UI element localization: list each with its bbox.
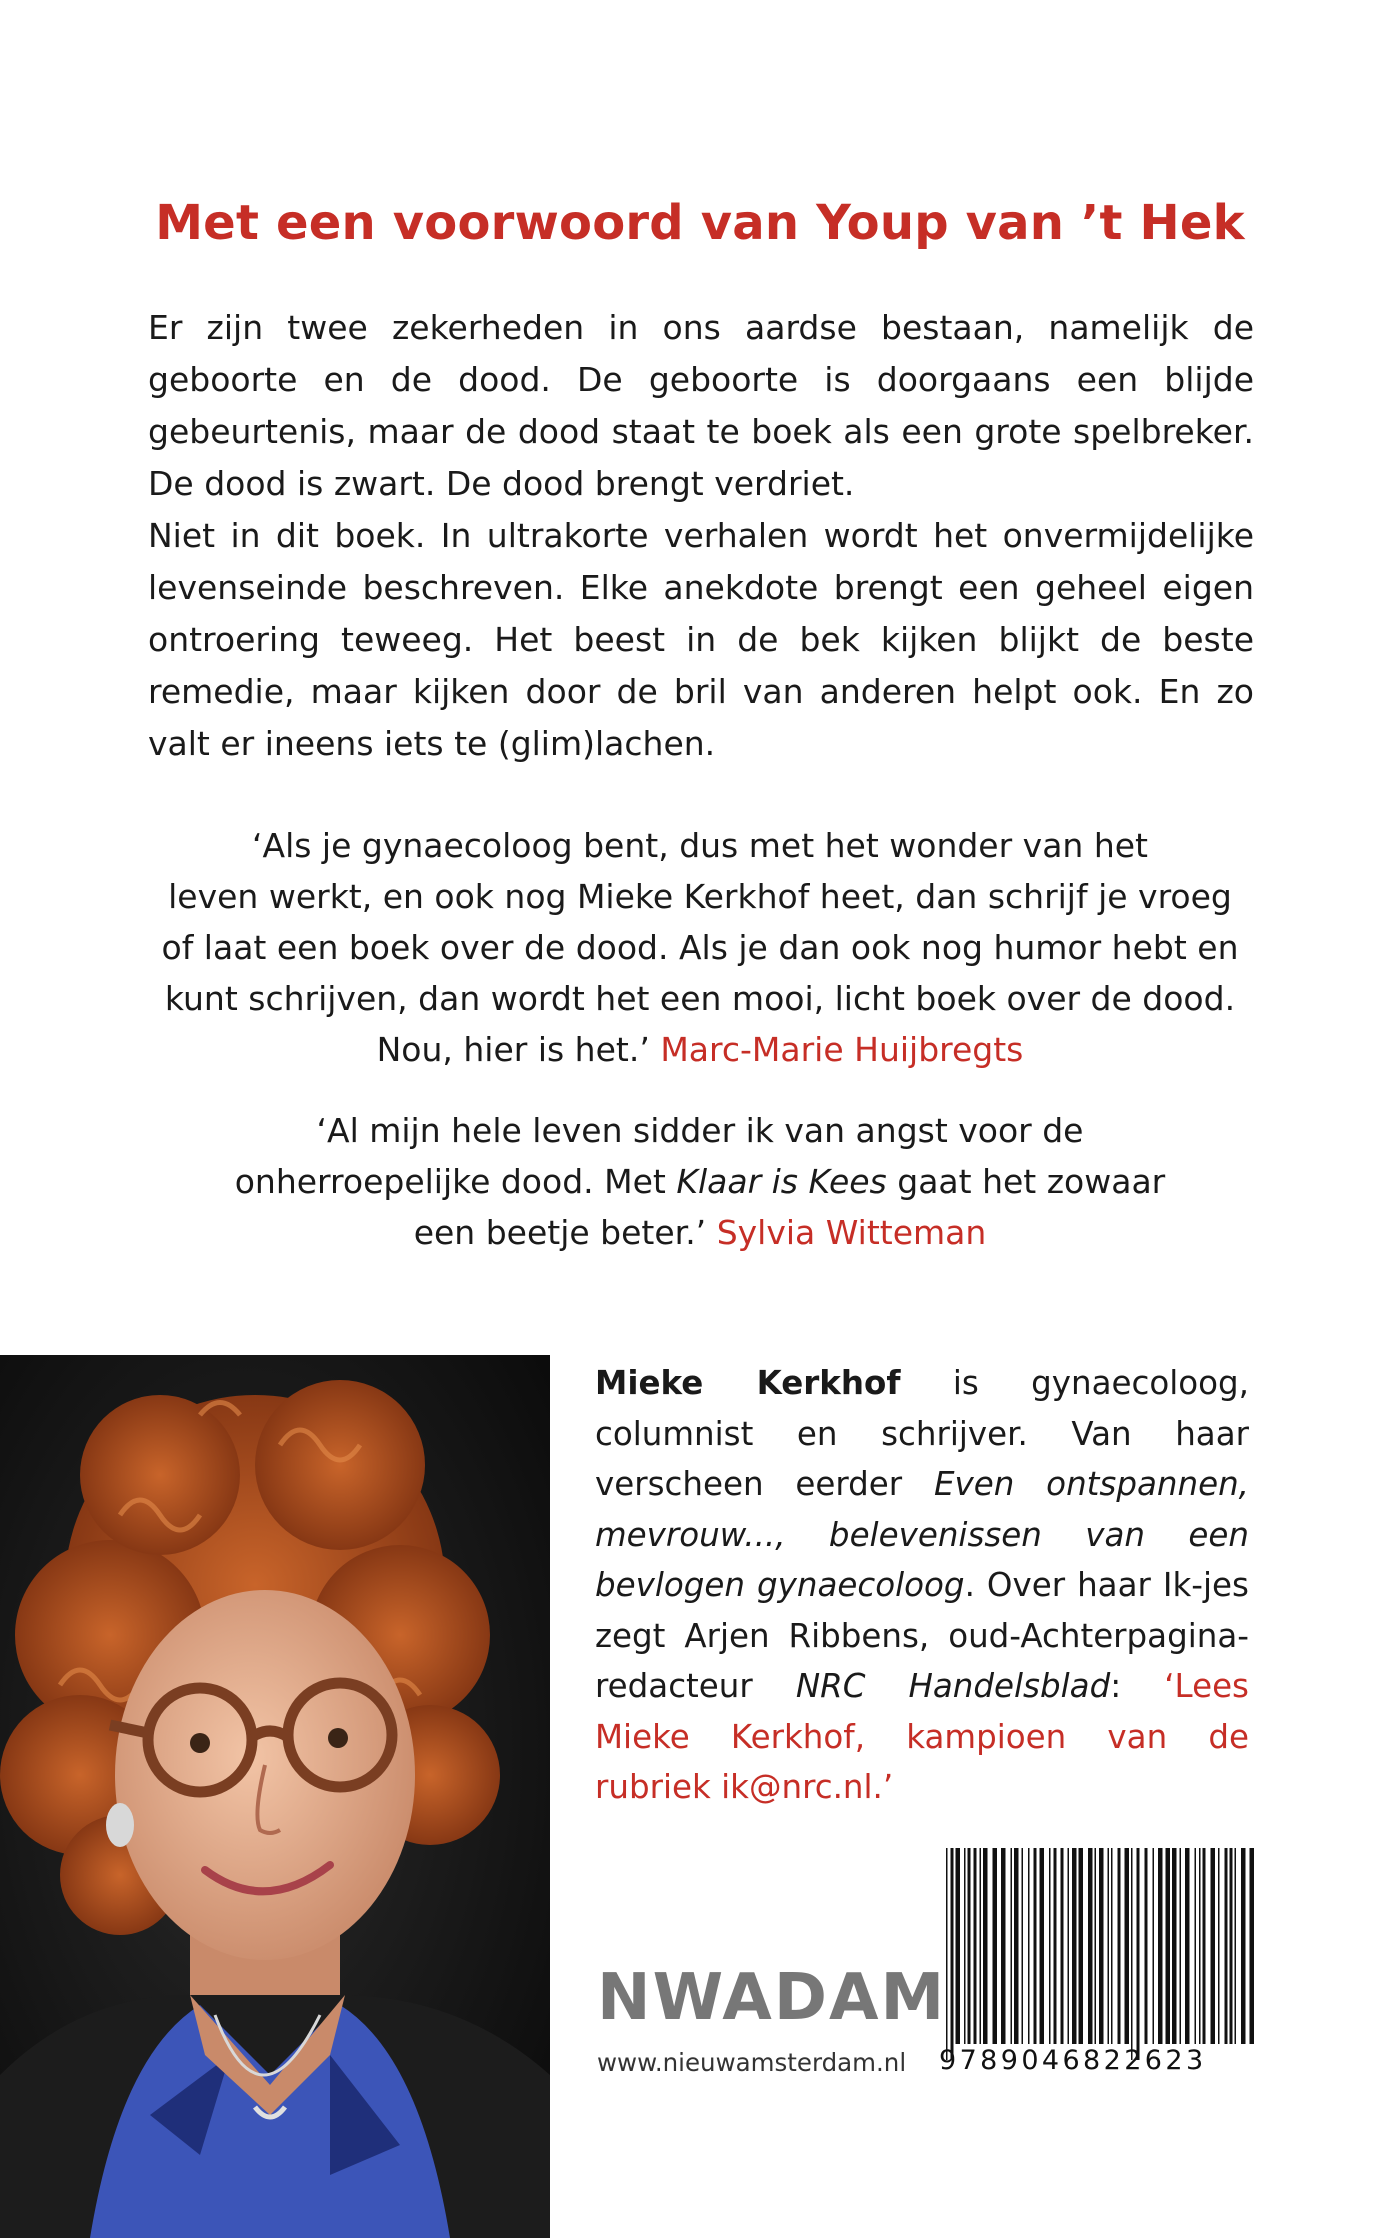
barcode-bar	[1099, 1848, 1104, 2044]
author-photo	[0, 1355, 550, 2238]
barcode-bar	[1034, 1848, 1037, 2044]
barcode-bar	[1166, 1848, 1171, 2044]
barcode-bar	[1111, 1848, 1113, 2044]
barcode-bar	[1118, 1848, 1121, 2044]
quote-huijbregts	[150, 820, 1250, 1075]
barcode-bar	[1072, 1848, 1077, 2044]
barcode-bar	[1054, 1848, 1057, 2044]
barcode-bar	[1131, 1848, 1133, 2060]
quote-text: onherroepelijke dood. Met	[234, 1162, 677, 1201]
quote-line	[150, 1207, 1250, 1258]
quote-line	[150, 1156, 1250, 1207]
barcode-bar	[1158, 1848, 1163, 2044]
barcode-bar	[1235, 1848, 1237, 2044]
blurb	[148, 302, 1254, 770]
barcode-bar	[1211, 1848, 1216, 2044]
barcode-bar	[1040, 1848, 1045, 2044]
blurb-paragraph-2: Niet in dit boek. In ultrakorte verhalen wordt het onvermijdelijke levenseinde beschreven. Elke anekdote brengt een geheel eigen ontroering teweeg. Het beest in de bek kijken blijkt de beste remedie, maar kijken door de bril van anderen helpt ook. En zo valt er ineens iets te (glim)lachen.	[148, 516, 1254, 763]
barcode-bar	[1225, 1848, 1228, 2044]
barcode-bar	[1028, 1848, 1030, 2044]
barcode-bar	[946, 1848, 948, 2060]
barcode-bar	[968, 1848, 971, 2044]
quote-author: Sylvia Witteman	[716, 1213, 987, 1252]
quote-author: Marc-Marie Huijbregts	[660, 1030, 1024, 1069]
barcode-bar	[1095, 1848, 1097, 2044]
quote-line: of laat een boek over de dood. Als je dan ook nog humor hebt en	[161, 928, 1239, 967]
barcode-bar	[983, 1848, 988, 2044]
author-portrait-illustration	[0, 1355, 550, 2238]
barcode-bar	[1108, 1848, 1110, 2044]
barcode-bar	[1001, 1848, 1006, 2044]
publisher-logo: NWADAM	[597, 1961, 947, 2035]
quote-text: gaat het zowaar	[886, 1162, 1166, 1201]
quote-line	[150, 1024, 1250, 1075]
quote-line: kunt schrijven, dan wordt het een mooi, licht boek over de dood.	[164, 979, 1236, 1018]
bio-text: :	[1110, 1667, 1165, 1705]
barcode-bar	[1230, 1848, 1233, 2044]
barcode-bar	[1185, 1848, 1190, 2044]
author-name: Mieke Kerkhof	[595, 1364, 901, 1402]
barcode-bar	[964, 1848, 966, 2044]
barcode-bar	[1153, 1848, 1155, 2044]
bio-text: is gynaecoloog, columnist en schrijver. Van haar verscheen eerder	[595, 1364, 1249, 1503]
quote-text: Nou, hier is het.’	[376, 1030, 650, 1069]
quote-witteman	[150, 1105, 1250, 1258]
barcode-bar	[951, 1848, 954, 2060]
heading: Met een voorwoord van Youp van ’t Hek	[155, 195, 1245, 251]
barcode-bar	[1068, 1848, 1070, 2044]
blurb-paragraph-1: Er zijn twee zekerheden in ons aardse bestaan, namelijk de geboorte en de dood. De geboorte is doorgaans een blijde gebeurtenis, maar de dood staat te boek als een grote spelbreker. De dood is zwart. De dood brengt verdriet.	[148, 308, 1254, 503]
bio-quote: ‘Lees Mieke Kerkhof, kampioen van de rubriek ik@nrc.nl.’	[595, 1667, 1249, 1806]
newspaper-name: NRC Handelsblad	[795, 1667, 1111, 1705]
barcode-bar	[1250, 1848, 1255, 2044]
bio-text: . Over haar Ik-jes zegt Arjen Ribbens, oud-Achterpagina-redacteur	[595, 1566, 1249, 1705]
barcode-bar	[1061, 1848, 1064, 2044]
barcode-bar	[1145, 1848, 1148, 2044]
barcode-bar	[1022, 1848, 1024, 2044]
isbn-number: 9789046822623	[939, 2045, 1207, 2076]
barcode-bar	[1241, 1848, 1246, 2044]
barcode-bar	[1203, 1848, 1206, 2044]
barcode-bar	[993, 1848, 998, 2044]
barcode-bar	[1199, 1848, 1201, 2044]
barcode-bar	[974, 1848, 977, 2044]
publisher-website: www.nieuwamsterdam.nl	[597, 2048, 907, 2077]
barcode-bar	[1125, 1848, 1130, 2044]
author-bio	[595, 1358, 1249, 1813]
barcode-bar	[1079, 1848, 1084, 2044]
barcode-bar	[1195, 1848, 1197, 2044]
barcode-bar	[1180, 1848, 1182, 2044]
barcode-bar	[980, 1848, 982, 2044]
barcode-bar	[1049, 1848, 1051, 2044]
quote-line: ‘Als je gynaecoloog bent, dus met het wonder van het	[252, 826, 1148, 865]
barcode-bar	[1172, 1848, 1177, 2044]
quote-line: ‘Al mijn hele leven sidder ik van angst voor de	[316, 1111, 1084, 1150]
barcode	[944, 1848, 1256, 2060]
barcode-bar	[1088, 1848, 1093, 2044]
barcode-bar	[1218, 1848, 1220, 2044]
barcode-bar	[1137, 1848, 1140, 2060]
previous-book-title: Even ontspannen, mevrouw..., belevenissen van een bevlogen gynaecoloog	[595, 1465, 1250, 1604]
quote-line: leven werkt, en ook nog Mieke Kerkhof heet, dan schrijf je vroeg	[168, 877, 1232, 916]
book-title: Klaar is Kees	[676, 1162, 887, 1201]
quote-text: een beetje beter.’	[413, 1213, 707, 1252]
barcode-bar	[956, 1848, 961, 2044]
barcode-bar	[1014, 1848, 1019, 2044]
barcode-bar	[1011, 1848, 1013, 2044]
